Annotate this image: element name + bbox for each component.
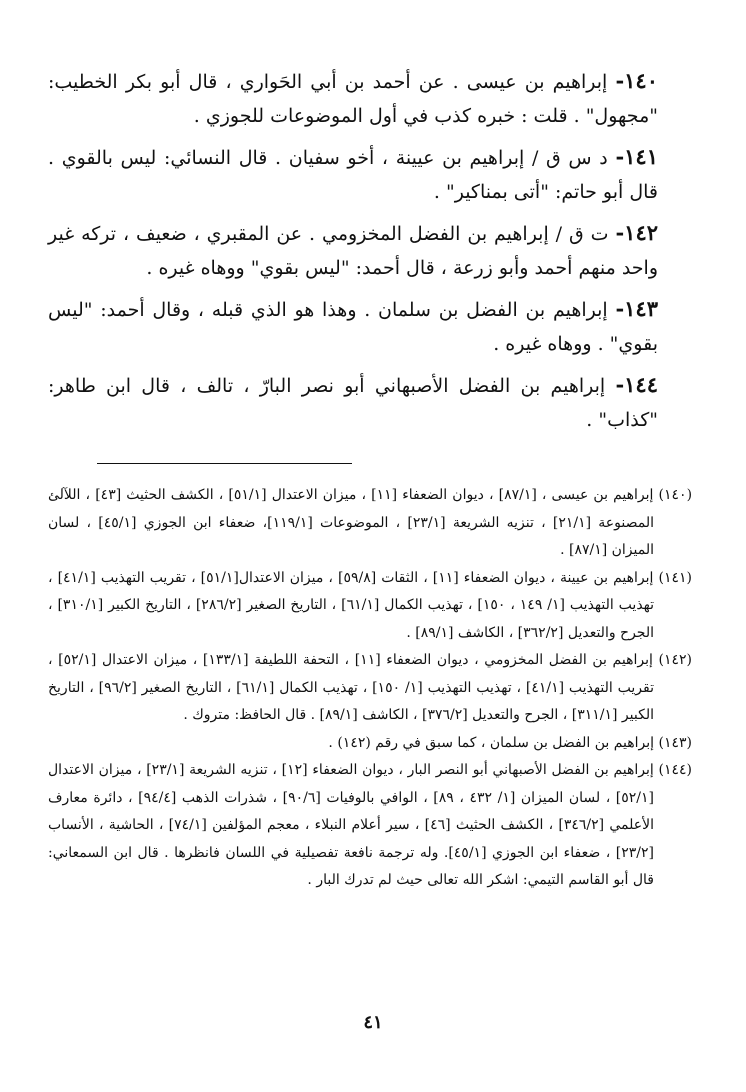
page-number: ٤١ bbox=[363, 1012, 383, 1033]
footnote-144: (١٤٤) إبراهيم بن الفضل الأصبهاني أبو النصر البار ، ديوان الضعفاء [١٢] ، تنزيه الشريعة [٢٣/١] ، ميزان الاعتدال [٥٢/١] ، لسان الميزان [١/ ٤٣٢ ، ٨٩] ، الوافي بالوفيات [٩٠/٦] ، شذرات الذهب [٩٤/٤] ، دائرة معارف الأعلمي [٣٤٦/٢] ، الكشف الحثيث [٤٦] ، سير أعلام النبلاء ، معجم المؤلفين [٧٤/١] ، الحاشية ، الأنساب [٢٣/٢] ، ضعفاء ابن الجوزي [٤٥/١]. وله ترجمة نافعة تفصيلية في اللسان فانظرها . قال ابن السمعاني: قال أبو القاسم التيمي: اشكر الله تعالى حيث لم تدرك البار . bbox=[48, 762, 692, 888]
entry-140 bbox=[48, 64, 658, 133]
entry-text: إبراهيم بن الفضل بن سلمان . وهذا هو الذي قبله ، وقال أحمد: "ليس بقوي" . ووهاه غيره . bbox=[48, 299, 658, 355]
footnote-141: (١٤١) إبراهيم بن عيينة ، ديوان الضعفاء [١١] ، الثقات [٥٩/٨] ، ميزان الاعتدال[٥١/١] ، تقريب التهذيب [٤١/١] ، تهذيب التهذيب [١/ ١٤٩ ، ١٥٠] ، تهذيب الكمال [٦١/١] ، التاريخ الصغير [٢٨٦/٢] ، التاريخ الكبير [٣١٠/١] ، الجرح والتعديل [٣٦٢/٢] ، الكاشف [٨٩/١] . bbox=[48, 569, 692, 641]
footnote-140: (١٤٠) إبراهيم بن عيسى ، [٨٧/١] ، ديوان الضعفاء [١١] ، ميزان الاعتدال [٥١/١] ، الكشف الحثيث [٤٣] ، اللآلئ المصنوعة [٢١/١] ، تنزيه الشريعة [٢٣/١] ، الموضوعات [١١٩/١]، ضعفاء ابن الجوزي [٤٥/١] ، لسان الميزان [٨٧/١] . bbox=[48, 487, 693, 558]
entry-text: د س ق / إبراهيم بن عيينة ، أخو سفيان . قال النسائي: ليس بالقوي . قال أبو حاتم: "أتى بمناكير" . bbox=[48, 147, 658, 203]
entry-141 bbox=[48, 140, 658, 209]
entry-text: ت ق / إبراهيم بن الفضل المخزومي . عن المقبري ، ضعيف ، تركه غير واحد منهم أحمد وأبو زرعة ، قال أحمد: "ليس بقوي" ووهاه غيره . bbox=[48, 223, 658, 279]
entry-number: ١٤٤- bbox=[615, 372, 658, 397]
entry-text: إبراهيم بن عيسى . عن أحمد بن أبي الحَواري ، قال أبو بكر الخطيب: "مجهول" . قلت : خبره كذب في أول الموضوعات للجوزي . bbox=[48, 71, 658, 127]
entry-text: إبراهيم بن الفضل الأصبهاني أبو نصر البارّ ، تالف ، قال ابن طاهر: "كذاب" . bbox=[48, 375, 658, 431]
footnote-143: (١٤٣) إبراهيم بن الفضل بن سلمان ، كما سبق في رقم (١٤٢) . bbox=[328, 734, 692, 751]
entry-143 bbox=[48, 292, 658, 361]
entry-number: ١٤٢- bbox=[615, 220, 659, 245]
entry-number: ١٤٠- bbox=[615, 68, 658, 93]
entry-144 bbox=[48, 368, 658, 437]
entry-number: ١٤٣- bbox=[615, 296, 658, 321]
footnotes bbox=[48, 482, 692, 895]
entry-142 bbox=[48, 216, 658, 285]
footnote-divider bbox=[97, 463, 352, 464]
entry-number: ١٤١- bbox=[615, 144, 658, 169]
entries-list bbox=[48, 64, 658, 437]
footnote-142: (١٤٢) إبراهيم بن الفضل المخزومي ، ديوان الضعفاء [١١] ، التحفة اللطيفة [١٣٣/١] ، ميزان الاعتدال [٥٢/١] ، تقريب التهذيب [٤١/١] ، تهذيب التهذيب [١/ ١٥٠] ، تهذيب الكمال [٦١/١] ، التاريخ الصغير [٩٦/٢] ، التاريخ الكبير [٣١١/١] ، الجرح والتعديل [٣٧٦/٢] ، الكاشف [٨٩/١] . قال الحافظ: متروك . bbox=[48, 652, 693, 723]
